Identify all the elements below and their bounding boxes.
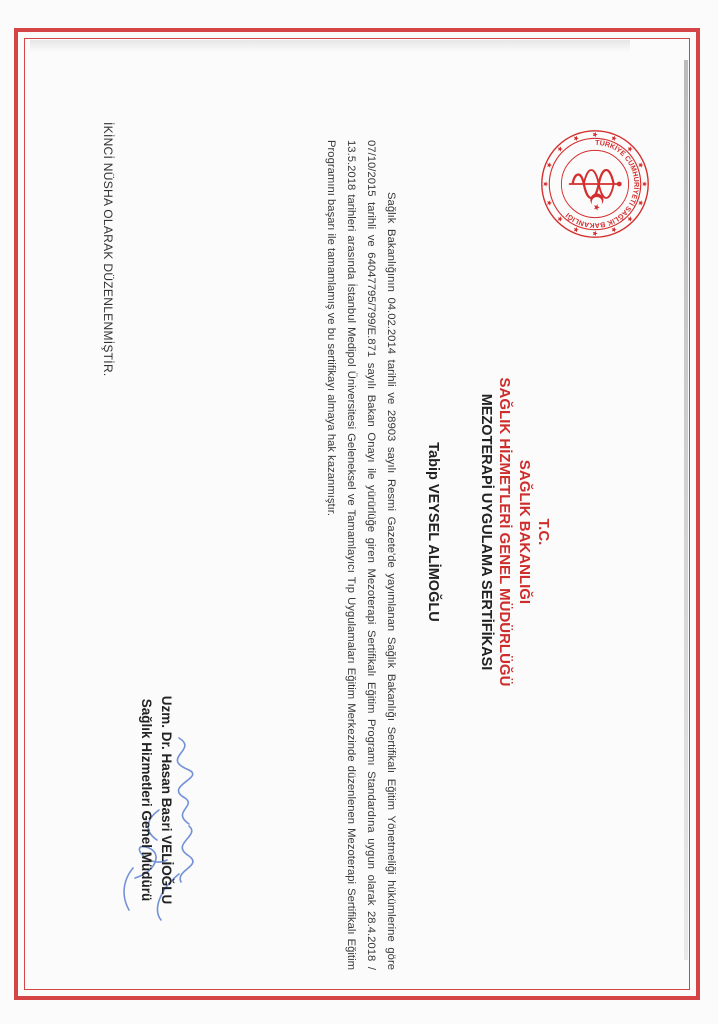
- signatory-name: Uzm. Dr. Hasan Basri VELİOĞLU: [159, 695, 174, 905]
- certificate-title: MEZOTERAPİ UYGULAMA SERTİFİKASI: [478, 393, 494, 671]
- emblem-star-icon: [638, 162, 643, 167]
- emblem-star-icon: [628, 216, 633, 221]
- emblem-star-icon: [628, 146, 633, 151]
- emblem-star-icon: [547, 162, 552, 167]
- emblem-ring-text: TÜRKİYE CUMHURİYETİ SAĞLIK BAKANLIĞI: [564, 138, 641, 230]
- emblem-star-icon: [547, 200, 552, 205]
- emblem-star-icon: [612, 136, 617, 141]
- emblem-star-icon: [638, 200, 643, 205]
- emblem-star-icon: [642, 181, 647, 186]
- header-ministry: SAĞLIK BAKANLIĞI: [516, 459, 533, 605]
- ministry-emblem-icon: [539, 128, 651, 240]
- signatory-title: Sağlık Hizmetleri Genel Müdürü: [139, 698, 154, 902]
- second-copy-note: İKİNCİ NÜSHA OLARAK DÜZENLENMİŞTİR.: [101, 122, 115, 377]
- emblem-star-icon: [574, 136, 579, 141]
- emblem-star-icon: [574, 227, 579, 232]
- emblem-star-icon: [543, 181, 548, 186]
- certificate-body: [321, 140, 401, 970]
- certificate-body-text: Sağlık Bakanlığının 04.02.2014 tarihli ve 28903 sayılı Resmi Gazete'de yayımlanan Sağlık Bakanlığı Sertifikalı Eğitim Yönetmeliği hükümlerine göre 07/10/2015 tarihli ve 64047795/799/E.871 sayılı Bakan Onayı ile yürürlüğe giren Mezoterapi Sertifikalı Eğitim Programı Standardına uygun olarak 28.4.2018 / 13.5.2018 tarihleri arasında İstanbul Medipol Üniversitesi Geleneksel ve Tamamlayıcı Tıp Uygulamaları Eğitim Merkezinde düzenlenen Mezoterapi Sertifikalı Eğitim Programını başarı ile tamamlamış ve bu sertifikayı almaya hak kazanmıştır.: [325, 140, 397, 970]
- emblem-star-icon: [612, 227, 617, 232]
- recipient-name: Tabip VEYSEL ALİMOĞLU: [425, 442, 441, 622]
- emblem-star-icon: [558, 146, 563, 151]
- emblem-star-icon: [593, 132, 598, 137]
- header-tc: T.C.: [535, 518, 552, 546]
- certificate-content: [19, 32, 699, 992]
- emblem-star-icon: [558, 216, 563, 221]
- header-directorate: SAĞLIK HİZMETLERİ GENEL MÜDÜRLÜĞÜ: [496, 377, 513, 687]
- emblem-star-icon: [593, 231, 598, 236]
